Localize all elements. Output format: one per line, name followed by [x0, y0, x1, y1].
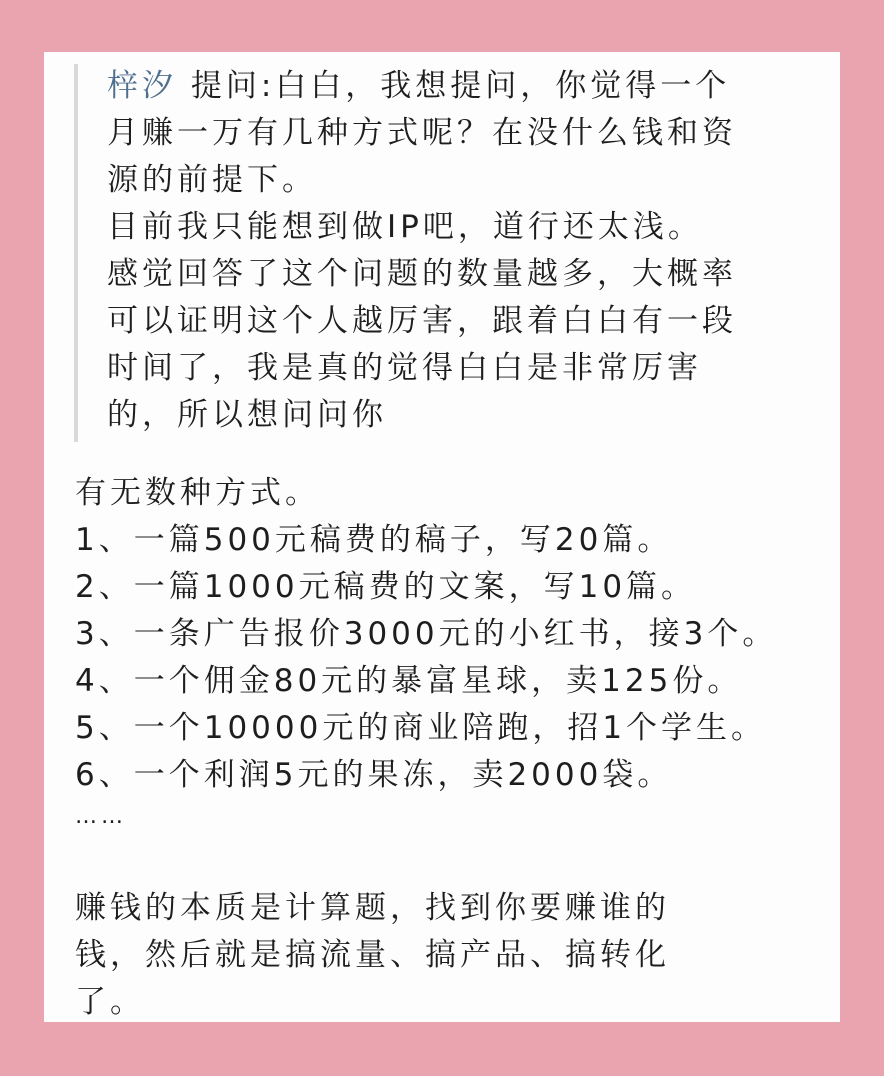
answer-ellipsis: …… — [75, 804, 127, 829]
answer-item: 6、一个利润5元的果冻，卖2000袋。 — [75, 757, 673, 793]
question-line: 感觉回答了这个问题的数量越多，大概率 — [107, 256, 737, 292]
conclusion-line: 赚钱的本质是计算题，找到你要赚谁的 — [75, 890, 670, 926]
question-line: 时间了，我是真的觉得白白是非常厉害 — [107, 350, 702, 386]
note-card — [44, 52, 840, 1022]
question-line: 可以证明这个人越厉害，跟着白白有一段 — [107, 303, 737, 339]
question-line: 月赚一万有几种方式呢？在没什么钱和资 — [107, 115, 737, 151]
question-line: 的，所以想问问你 — [107, 397, 387, 433]
question-author: 梓汐 — [107, 68, 177, 104]
answer-item: 1、一篇500元稿费的稿子，写20篇。 — [75, 522, 673, 558]
answer-item: 4、一个佣金80元的暴富星球，卖125份。 — [75, 663, 743, 699]
quote-bar — [74, 64, 78, 442]
question-line: 源的前提下。 — [107, 162, 317, 198]
answer-item: 3、一条广告报价3000元的小红书，接3个。 — [75, 616, 778, 652]
conclusion-line: 钱，然后就是搞流量、搞产品、搞转化 — [75, 937, 670, 973]
question-text: 提问:白白，我想提问，你觉得一个 — [190, 68, 731, 104]
question-line — [107, 66, 730, 106]
answer-item: 5、一个10000元的商业陪跑，招1个学生。 — [75, 710, 767, 746]
answer-intro: 有无数种方式。 — [75, 475, 320, 511]
question-line: 目前我只能想到做IP吧，道行还太浅。 — [107, 209, 703, 245]
answer-item: 2、一篇1000元稿费的文案，写10篇。 — [75, 569, 697, 605]
conclusion-line: 了。 — [75, 984, 145, 1020]
